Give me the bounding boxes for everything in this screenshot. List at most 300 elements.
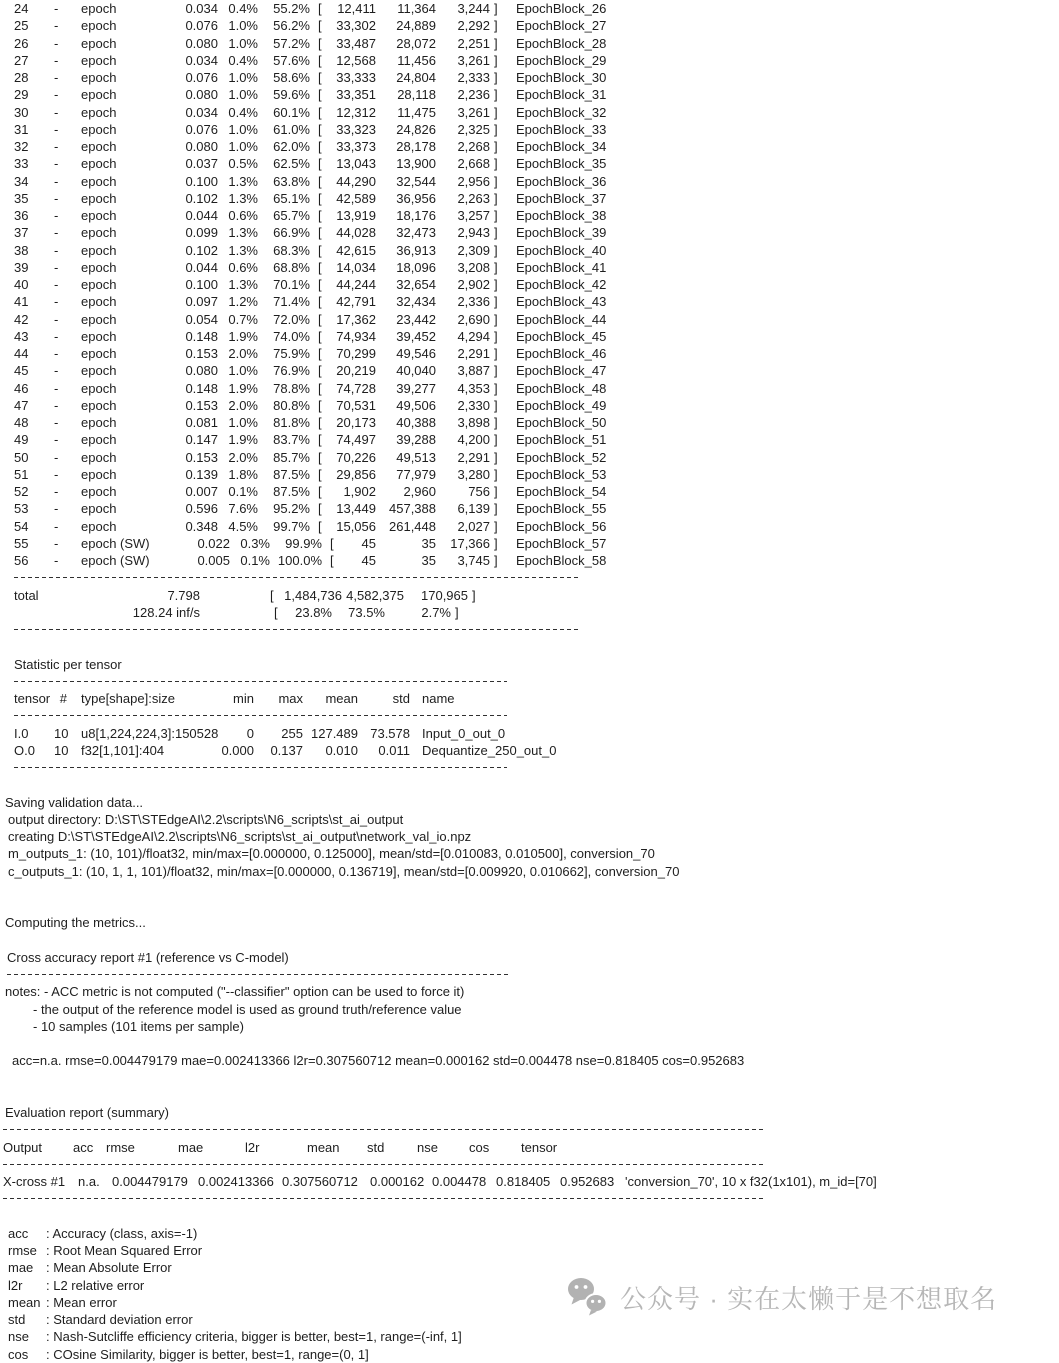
col-time: 0.080 — [185, 363, 218, 379]
col-val3: 4,353 — [457, 380, 490, 396]
separator — [0, 707, 1059, 724]
col-percent: 1.3% — [228, 277, 258, 292]
col-percent: 0.4% — [228, 52, 258, 68]
epoch-row — [0, 121, 1059, 138]
epoch-row — [0, 518, 1059, 535]
col-cum-percent: 56.2% — [273, 18, 310, 34]
col-cum-percent: 65.1% — [273, 190, 310, 206]
col-val1: 14,034 — [336, 259, 376, 275]
col-cum-percent: 80.8% — [273, 397, 310, 413]
tensor-min: 0 — [246, 725, 254, 741]
col-val3: 6,139 — [457, 501, 490, 517]
col-val1: 33,373 — [336, 139, 376, 154]
col-cum-percent: 63.8% — [273, 173, 310, 189]
col-val2: 28,178 — [396, 139, 436, 154]
total-row — [0, 587, 1059, 604]
eval-output: X-cross #1 — [3, 1174, 66, 1189]
bracket-close: ] — [494, 518, 498, 534]
tensor-name: Dequantize_250_out_0 — [422, 742, 557, 758]
bracket-close: ] — [494, 52, 498, 68]
cross-accuracy-title: Cross accuracy report #1 (reference vs C-model) — [7, 949, 289, 965]
col-index: 28 — [14, 70, 29, 85]
epoch-row — [0, 311, 1059, 328]
col-mean: mean — [307, 1139, 340, 1155]
bracket-open: [ — [330, 535, 334, 551]
col-percent: 0.7% — [228, 311, 258, 327]
col-layer-name: epoch — [81, 363, 117, 379]
separator — [0, 569, 1059, 586]
col-percent: 0.3% — [240, 535, 270, 551]
col-dash: - — [54, 535, 59, 551]
col-layer-name: epoch — [81, 18, 117, 34]
col-cum-percent: 95.2% — [273, 501, 310, 517]
tensor-mean: 127.489 — [311, 725, 358, 741]
bracket-open: [ — [318, 121, 322, 137]
col-percent: 7.6% — [228, 501, 258, 517]
bracket-close: ] — [494, 35, 498, 51]
col-val1: 12,312 — [336, 104, 376, 120]
epoch-row — [0, 52, 1059, 69]
col-index: 41 — [14, 294, 29, 310]
col-percent: 2.0% — [228, 449, 258, 465]
eval-std: 0.004478 — [432, 1174, 487, 1189]
col-index: 48 — [14, 415, 29, 430]
col-val1: 17,362 — [336, 311, 376, 327]
tensor-max: 255 — [281, 725, 303, 741]
epoch-row — [0, 242, 1059, 259]
col-block-name: EpochBlock_36 — [516, 173, 607, 189]
col-block-name: EpochBlock_46 — [516, 346, 607, 361]
col-val1: 13,449 — [336, 501, 376, 517]
legend-term: cos — [8, 1346, 29, 1362]
bracket-open: [ — [318, 363, 322, 379]
col-block-name: EpochBlock_55 — [516, 501, 607, 517]
col-val3: 2,943 — [457, 225, 490, 241]
bracket-close: ] — [494, 1, 498, 16]
col-layer-name: epoch — [81, 139, 117, 154]
epoch-row — [0, 293, 1059, 310]
bracket-open: [ — [318, 1, 322, 16]
col-time: 0.080 — [185, 35, 218, 51]
saving-c-outputs: c_outputs_1: (10, 1, 1, 101)/float32, min/max=[0.000000, 0.136719], mean/std=[0.009920, 0.010662], conversion_70 — [8, 863, 680, 879]
col-val2: 49,513 — [396, 449, 436, 465]
col-val2: 457,388 — [389, 501, 436, 517]
bracket-open: [ — [318, 35, 322, 51]
col-val2: 261,448 — [389, 518, 436, 534]
bracket-close: ] — [494, 121, 498, 137]
col-block-name: EpochBlock_30 — [516, 70, 607, 85]
col-percent: 1.0% — [228, 70, 258, 85]
bracket-open: [ — [318, 173, 322, 189]
col-time: 0.139 — [185, 466, 218, 482]
col-val1: 70,299 — [336, 346, 376, 361]
bracket-close: ] — [494, 346, 498, 361]
throughput-value: 128.24 inf/s — [132, 604, 200, 620]
bracket-open: [ — [318, 415, 322, 430]
col-dash: - — [54, 346, 59, 361]
col-cum-percent: 70.1% — [273, 277, 310, 292]
bracket-close: ] — [494, 18, 498, 34]
col-block-name: EpochBlock_47 — [516, 363, 607, 379]
col-percent: 0.4% — [228, 104, 258, 120]
col-time: 0.037 — [185, 156, 218, 172]
col-cum-percent: 65.7% — [273, 208, 310, 223]
col-time: 0.153 — [185, 346, 218, 361]
legend-description: : Standard deviation error — [46, 1312, 193, 1327]
col-index: 53 — [14, 501, 29, 517]
col-time: 0.100 — [185, 277, 218, 292]
col-index: 35 — [14, 190, 29, 206]
col-index: 43 — [14, 328, 29, 344]
epoch-row — [0, 259, 1059, 276]
total-ram: 170,965 — [421, 587, 468, 603]
computing-metrics-line: Computing the metrics... — [5, 915, 146, 931]
epoch-row — [0, 380, 1059, 397]
col-layer-name: epoch — [81, 277, 117, 292]
legend-term: l2r — [8, 1277, 23, 1293]
col-val2: 11,364 — [397, 1, 436, 16]
col-index: 49 — [14, 432, 29, 448]
col-dash: - — [54, 415, 59, 430]
col-dash: - — [54, 87, 59, 103]
col-val1: 33,333 — [336, 70, 376, 85]
col-layer-name: epoch — [81, 52, 117, 68]
col-dash: - — [54, 156, 59, 172]
col-layer-name: epoch — [81, 87, 117, 103]
col-percent: 1.0% — [228, 87, 258, 103]
col-block-name: EpochBlock_41 — [516, 259, 607, 275]
col-val2: 32,434 — [396, 294, 436, 310]
col-time: 0.148 — [185, 328, 218, 344]
col-layer-name: epoch — [81, 397, 117, 413]
metrics-summary-line: acc=n.a. rmse=0.004479179 mae=0.002413366 l2r=0.307560712 mean=0.000162 std=0.004478 nse=0.818405 cos=0.952683 — [12, 1053, 745, 1069]
col-percent: 1.0% — [228, 415, 258, 430]
col-time: 0.099 — [185, 225, 218, 241]
saving-m-outputs: m_outputs_1: (10, 101)/float32, min/max=[0.000000, 0.125000], mean/std=[0.010083, 0.010500], conversion_70 — [8, 846, 655, 862]
col-index: 25 — [14, 18, 29, 34]
col-val2: 39,277 — [396, 380, 436, 396]
col-percent: 0.6% — [228, 259, 258, 275]
col-block-name: EpochBlock_40 — [516, 242, 607, 258]
col-percent: 1.0% — [228, 139, 258, 154]
col-block-name: EpochBlock_39 — [516, 225, 607, 241]
col-time: 0.080 — [185, 139, 218, 154]
col-cum-percent: 87.5% — [273, 466, 310, 482]
col-block-name: EpochBlock_42 — [516, 277, 607, 292]
col-layer-name: epoch — [81, 121, 117, 137]
col-block-name: EpochBlock_35 — [516, 156, 607, 172]
bracket-close: ] — [494, 363, 498, 379]
col-cum-percent: 58.6% — [273, 70, 310, 85]
col-dash: - — [54, 311, 59, 327]
bracket-close: ] — [494, 242, 498, 258]
total-pct-1: 23.8% — [295, 604, 332, 620]
col-block-name: EpochBlock_32 — [516, 104, 607, 120]
col-val3: 2,333 — [457, 70, 490, 85]
col-cum-percent: 100.0% — [277, 553, 322, 568]
col-block-name: EpochBlock_51 — [516, 432, 607, 448]
col-dash: - — [54, 449, 59, 465]
col-time: 0.102 — [185, 190, 218, 206]
col-val2: 40,040 — [396, 363, 436, 379]
col-layer-name: epoch — [81, 1, 117, 16]
col-val3: 2,330 — [457, 397, 490, 413]
col-time: 0.034 — [185, 104, 218, 120]
col-index: 50 — [14, 449, 29, 465]
bracket-close: ] — [494, 70, 498, 85]
col-val1: 45 — [361, 553, 376, 568]
col-val1: 13,919 — [336, 208, 376, 223]
bracket-open: [ — [318, 380, 322, 396]
epoch-row — [0, 207, 1059, 224]
epoch-row — [0, 276, 1059, 293]
bracket-open: [ — [318, 225, 322, 241]
col-tensor: tensor — [14, 691, 51, 706]
legend-term: rmse — [8, 1243, 37, 1258]
col-layer-name: epoch — [81, 259, 117, 275]
col-cum-percent: 55.2% — [273, 1, 310, 16]
bracket-close: ] — [494, 259, 498, 275]
col-dash: - — [54, 52, 59, 68]
col-block-name: EpochBlock_37 — [516, 190, 607, 206]
col-layer-name: epoch — [81, 380, 117, 396]
col-percent: 1.8% — [228, 466, 258, 482]
col-layer-name: epoch — [81, 432, 117, 448]
col-time: 0.076 — [185, 121, 218, 137]
bracket-open: [ — [318, 156, 322, 172]
epoch-row — [0, 155, 1059, 172]
col-time: 0.097 — [185, 294, 218, 310]
col-dash: - — [54, 501, 59, 517]
tensor-count: 10 — [54, 742, 69, 758]
legend-term: std — [8, 1312, 26, 1327]
col-cum-percent: 74.0% — [273, 328, 310, 344]
legend-entry — [0, 1346, 1059, 1363]
col-mae: mae — [178, 1139, 204, 1155]
col-time: 0.148 — [185, 380, 218, 396]
bracket-close: ] — [472, 587, 476, 603]
total-duration: 7.798 — [167, 587, 200, 603]
bracket-open: [ — [274, 604, 278, 620]
col-val3: 2,336 — [457, 294, 490, 310]
col-percent: 0.6% — [228, 208, 258, 223]
epoch-row — [0, 397, 1059, 414]
col-dash: - — [54, 397, 59, 413]
col-cum-percent: 83.7% — [273, 432, 310, 448]
legend-term: mae — [8, 1260, 34, 1276]
col-index: 44 — [14, 346, 29, 361]
total-macc: 1,484,736 — [284, 587, 342, 603]
col-index: 42 — [14, 311, 29, 327]
col-time: 0.153 — [185, 397, 218, 413]
col-val1: 12,568 — [336, 52, 376, 68]
col-layer-name: epoch — [81, 518, 117, 534]
col-index: 55 — [14, 535, 29, 551]
col-val1: 33,302 — [336, 18, 376, 34]
col-layer-name: epoch — [81, 501, 117, 517]
col-index: 46 — [14, 380, 29, 396]
bracket-open: [ — [318, 346, 322, 361]
col-index: 54 — [14, 518, 29, 534]
col-val2: 28,118 — [397, 87, 436, 103]
col-val1: 33,323 — [336, 121, 376, 137]
col-val2: 11,475 — [397, 104, 436, 120]
col-val2: 35 — [421, 553, 436, 568]
col-val2: 2,960 — [403, 484, 436, 499]
col-val3: 3,244 — [457, 1, 490, 16]
bracket-open: [ — [318, 104, 322, 120]
col-layer-name: epoch — [81, 35, 117, 51]
col-dash: - — [54, 1, 59, 16]
col-time: 0.102 — [185, 242, 218, 258]
bracket-close: ] — [494, 328, 498, 344]
legend-entry — [0, 1242, 1059, 1259]
epoch-row — [0, 224, 1059, 241]
col-index: 29 — [14, 87, 29, 103]
epoch-profile-table — [0, 0, 1059, 569]
col-val3: 3,261 — [457, 104, 490, 120]
note-line: - 10 samples (101 items per sample) — [33, 1018, 244, 1034]
tensor-row-output — [0, 742, 1059, 759]
col-mean: mean — [325, 691, 358, 706]
col-block-name: EpochBlock_48 — [516, 380, 607, 396]
col-time: 0.044 — [185, 259, 218, 275]
col-cum-percent: 62.0% — [273, 139, 310, 154]
col-dash: - — [54, 173, 59, 189]
note-line: - the output of the reference model is used as ground truth/reference value — [33, 1001, 462, 1017]
col-block-name: EpochBlock_34 — [516, 139, 607, 154]
bracket-open: [ — [318, 259, 322, 275]
tensor-max: 0.137 — [270, 742, 303, 758]
tensor-id: I.0 — [14, 725, 29, 741]
col-val2: 32,544 — [396, 173, 436, 189]
col-val1: 33,487 — [336, 35, 376, 51]
col-val3: 2,027 — [457, 518, 490, 534]
col-val3: 2,902 — [457, 277, 490, 292]
bracket-close: ] — [494, 449, 498, 465]
col-val1: 45 — [361, 535, 376, 551]
col-time: 0.044 — [185, 208, 218, 223]
col-val2: 18,096 — [396, 259, 436, 275]
col-cum-percent: 99.9% — [285, 535, 322, 551]
separator — [0, 621, 1059, 638]
col-val3: 3,745 — [457, 553, 490, 568]
col-val3: 2,309 — [457, 242, 490, 258]
tensor-name: Input_0_out_0 — [422, 725, 506, 741]
col-index: 36 — [14, 208, 29, 223]
bracket-open: [ — [318, 501, 322, 517]
col-block-name: EpochBlock_50 — [516, 415, 607, 430]
col-percent: 1.3% — [228, 242, 258, 258]
col-layer-name: epoch — [81, 225, 117, 241]
bracket-close: ] — [494, 104, 498, 120]
legend-description: : Mean error — [46, 1294, 117, 1310]
total-pct-3: 2.7% — [421, 604, 451, 620]
col-cum-percent: 76.9% — [273, 363, 310, 379]
col-index: 34 — [14, 173, 29, 189]
eval-tensor: 'conversion_70', 10 x f32(1x101), m_id=[70] — [625, 1174, 877, 1189]
col-val1: 20,173 — [336, 415, 376, 430]
bracket-open: [ — [318, 208, 322, 223]
tensor-stats-title: Statistic per tensor — [14, 656, 122, 672]
col-val2: 36,956 — [396, 190, 436, 206]
epoch-row — [0, 328, 1059, 345]
col-val2: 18,176 — [396, 208, 436, 223]
col-index: 40 — [14, 277, 29, 292]
epoch-row — [0, 466, 1059, 483]
col-val1: 70,531 — [336, 397, 376, 413]
col-percent: 0.1% — [240, 553, 270, 568]
col-std: std — [392, 691, 410, 706]
bracket-open: [ — [318, 70, 322, 85]
col-val3: 3,887 — [457, 363, 490, 379]
col-block-name: EpochBlock_56 — [516, 518, 607, 534]
legend-term: acc — [8, 1225, 29, 1241]
col-index: 37 — [14, 225, 29, 241]
col-dash: - — [54, 484, 59, 499]
col-block-name: EpochBlock_27 — [516, 18, 607, 34]
col-index: 56 — [14, 553, 29, 568]
bracket-close: ] — [494, 311, 498, 327]
col-dash: - — [54, 328, 59, 344]
col-block-name: EpochBlock_53 — [516, 466, 607, 482]
col-val1: 33,351 — [336, 87, 376, 103]
col-val1: 44,290 — [336, 173, 376, 189]
tensor-row-input — [0, 725, 1059, 742]
note-line: notes: - ACC metric is not computed ("--classifier" option can be used to force it) — [5, 984, 465, 1000]
col-val2: 49,506 — [396, 397, 436, 413]
col-block-name: EpochBlock_44 — [516, 311, 607, 327]
bracket-close: ] — [494, 208, 498, 223]
col-cum-percent: 68.3% — [273, 242, 310, 258]
col-index: 39 — [14, 259, 29, 275]
col-val1: 74,497 — [336, 432, 376, 448]
col-val2: 77,979 — [396, 466, 436, 482]
col-val1: 44,244 — [336, 277, 376, 292]
col-val1: 29,856 — [336, 466, 376, 482]
col-percent: 1.9% — [228, 432, 258, 448]
col-percent: 1.3% — [228, 190, 258, 206]
col-layer-name: epoch — [81, 328, 117, 344]
col-val2: 24,889 — [396, 18, 436, 34]
bracket-close: ] — [494, 535, 498, 551]
col-index: 24 — [14, 1, 29, 16]
col-val2: 11,456 — [397, 52, 436, 68]
epoch-row — [0, 86, 1059, 103]
bracket-open: [ — [318, 449, 322, 465]
saving-creating: creating D:\ST\STEdgeAI\2.2\scripts\N6_scripts\st_ai_output\network_val_io.npz — [8, 829, 472, 844]
col-val2: 13,900 — [396, 156, 436, 172]
col-time: 0.100 — [185, 173, 218, 189]
col-time: 0.596 — [185, 501, 218, 517]
col-val2: 49,546 — [396, 346, 436, 361]
tensor-id: O.0 — [14, 742, 35, 758]
col-type: type[shape]:size — [81, 691, 175, 706]
col-percent: 4.5% — [228, 518, 258, 534]
col-dash: - — [54, 121, 59, 137]
evaluation-row — [0, 1173, 1059, 1190]
col-layer-name: epoch — [81, 208, 117, 223]
col-dash: - — [54, 104, 59, 120]
col-percent: 1.2% — [228, 294, 258, 310]
col-val2: 32,654 — [396, 277, 436, 292]
bracket-open: [ — [318, 432, 322, 448]
legend-description: : Nash-Sutcliffe efficiency criteria, bigger is better, best=1, range=(-inf, 1] — [46, 1329, 462, 1345]
col-index: 45 — [14, 363, 29, 379]
col-val1: 42,615 — [336, 242, 376, 258]
col-time: 0.005 — [197, 553, 230, 568]
eval-l2r: 0.307560712 — [282, 1174, 358, 1189]
